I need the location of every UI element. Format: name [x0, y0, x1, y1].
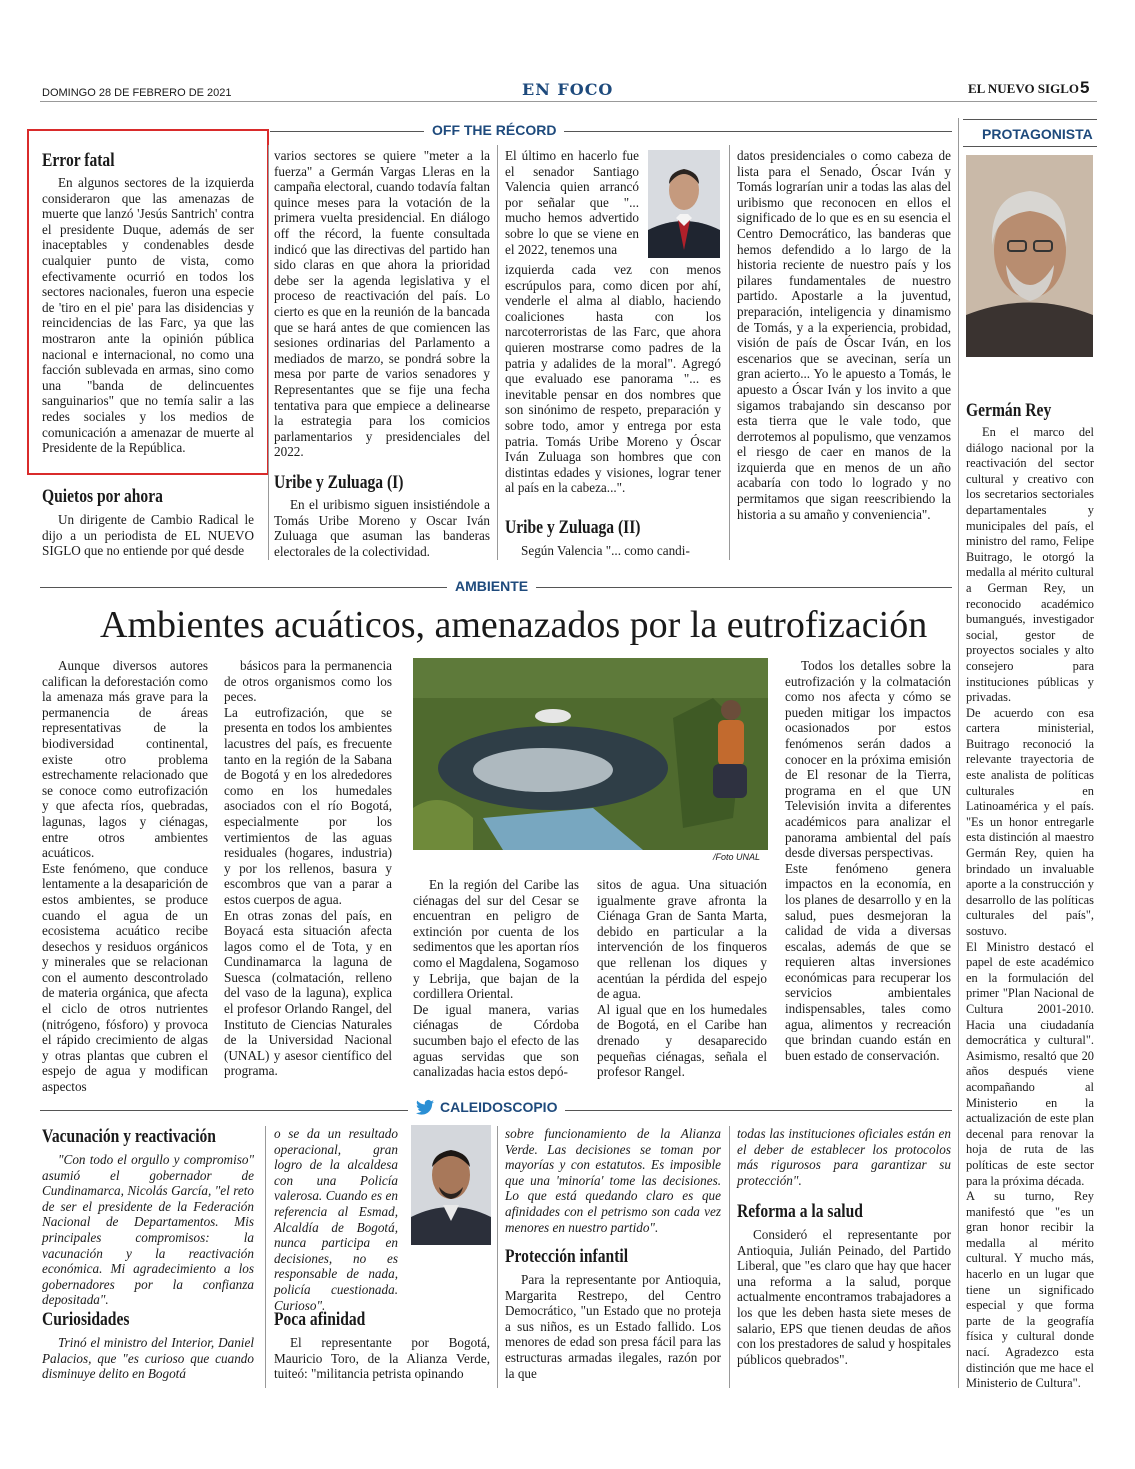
offrecord-col3-top: El último en hacerlo fue el senador Santiago Valencia quien arrancó por señalar que "... mucho hemos advertido sobre lo que se viene en el 2022, tenemos una	[505, 148, 639, 257]
ambiente-col5: Todos los detalles sobre la eutrofización y la colmatación como nos afecta y cómo se pueden mitigar los impactos ocasionados por estos fenómenos serán dados a conocer en la próxima emisión de El resonar de la Tierra, programa en el que UN Televisión invita a diferentes académicos para analizar el panorama ambiental del país desde diversas perspectivas. Este fenómeno genera impactos en la economía, en los planes de desarrollo y en la salud, pues desmejoran la calidad de vida a diversas escalas, además de que se requieren altas inversiones económicas para recuperar los servicios ambientales indispensables, tales como agua, alimentos y recreación que brindan cuando están en buen estado de conservación.	[785, 658, 951, 1063]
vacunacion-text: "Con todo el orgullo y compromiso" asumió el gobernador de Cundinamarca, Nicolás García, "el reto de ser el presidente de la Federación Nacional de Departamentos. Mis principales compromisos: la vacunación y la reactivación económica. Mi agradecimiento a los gobernadores por la confianza depositada".	[42, 1152, 254, 1308]
uribe1-text: En el uribismo siguen insistiéndole a Tomás Uribe Moreno y Oscar Iván Zuluaga que asuman las banderas electorales de la colectividad.	[274, 497, 490, 559]
ambiente-label: AMBIENTE	[447, 578, 536, 594]
error-fatal-text: En algunos sectores de la izquierda consideraron que las amenazas de muerte que lanzó 'Jesús Santrich' contra el presidente Duque, además de ser inaceptables y condenables desde cualquier punto de vista, como efectivamente ocurrió en todos los sectores nacionales, fueron una especie de 'tiro en el pie' para las disidencias y reincidencias de las Farc, ya que las mostraron ante la opinión pública nacional e internacional, no como una facción sublevada en armas, sino como una "banda de delincuentes sanguinarios" que no temía salir a las redes sociales y los medios de comunicación a amenazar de muerte al Presidente de la República.	[42, 175, 254, 456]
protagonista-label: PROTAGONISTA	[982, 126, 1093, 142]
ambiente-col4: sitos de agua. Una situación igualmente grave afronta la Ciénaga Gran de Santa Marta, debido en particular a la intervención de los finqueros que rellenan los diques y acentúan la pérdida del espejo de agua. Al igual que en los humedales de Bogotá, en el Caribe han drenado y desaparecido pequeñas ciénagas, señala el profesor Rangel.	[597, 877, 767, 1080]
caleido-col3-text: sobre funcionamiento de la Alianza Verde. Las decisiones se toman por mayorías y con estatutos. Es imposible que una 'minoría' tome las decisiones. Lo que está quedando claro es que afinidades con el petrismo son cada vez menores en nuestro partido".	[505, 1126, 721, 1235]
col-divider	[265, 1126, 266, 1388]
twitter-bird-icon	[416, 1100, 434, 1115]
header-section: EN FOCO	[522, 80, 614, 99]
curiosidades-title: Curiosidades	[42, 1309, 130, 1330]
caleido-col4-top: todas las instituciones oficiales están en el deber de establecer los protocolos más rigurosos para garantizar su protección".	[737, 1126, 951, 1188]
offrecord-rule	[270, 131, 952, 132]
offrecord-col4-text: datos presidenciales o como cabeza de lista para el Senado, Óscar Iván y Tomás lograrían unir a todas las alas del uribismo que reconocen en ellos el significado de lo que es en su esencia el Centro Democrático, las banderas que hemos defendido a lo largo de la historia reciente de nuestro país y los pilares fundamentales de nuestro partido. Apostarle a la juventud, preparación, inteligencia y dinamismo de Tomás, y a la experiencia, probidad, visión de país de Óscar Iván, en los escenarios que se avecinan, sería un gran acierto... Yo le apuesto a Tomás, le apuesto a Óscar Iván y los invito a que sigamos trabajando sin descanso por esta tierra que le vale todo, que derrotemos al populismo, que venzamos el riesgo de caer en manos de la izquierda que en menos de un año acabaría con todo lo logrado y no permitamos que sigan reescribiendo la historia a su amaño y conveniencia".	[737, 148, 951, 522]
protagonista-rule	[963, 119, 1097, 120]
col-divider	[268, 145, 269, 560]
header-date: DOMINGO 28 DE FEBRERO DE 2021	[42, 87, 232, 99]
poca-afinidad-title: Poca afinidad	[274, 1309, 366, 1330]
offrecord-col2-text: varios sectores se quiere "meter a la fuerza" a Germán Vargas Lleras en la campaña electoral, cuando todavía faltan quince meses para la votación de la primera vuelta presidencial. En diálogo off the récord, la fuente consultada indicó que las directivas del partido han sido claras en que ahora la prioridad debe ser la agenda legislativa y el proceso de reactivación del país. Lo cierto es que en la reunión de la bancada que se hará antes de que comiencen las sesiones ordinarias del Parlamento a mediados de marzo, se pondrá sobre la mesa por parte de varios senadores y Representantes que se fije una fecha tentativa para que empiece a delinearse la estrategia para los comicios parlamentarios y presidenciales del 2022.	[274, 148, 490, 460]
caleidoscopio-label: CALEIDOSCOPIO	[440, 1099, 558, 1115]
protagonista-text: En el marco del diálogo nacional por la reactivación del sector cultural y creativo con los secretarios sectoriales departamentales y municipales del país, el ministro del ramo, Felipe Buitrago, le otorgó la medalla al mérito cultural a German Rey, un reconocido académico bumangués, investigador social, gestor de proyectos sociales y alto consejero para instituciones públicas y privadas. De acuerdo con esa cartera ministerial, Buitrago reconoció la relevante trayectoria de este analista de políticas culturales en Latinoamérica y el país. "Es un honor entregarle esta distinción al maestro Germán Rey, quien ha brindado un invaluable aporte a la construcción y desarrollo de las políticas culturales del país", sostuvo. El Ministro destacó el papel de este académico en la formulación del primer "Plan Nacional de Cultura 2001-2010. Hacia una ciudadanía democrática y cultural". Asimismo, resaltó que 20 años después viene acompañando al Ministerio en la actualización de este plan decenal para renovar la hoja de ruta de las políticas de este sector para la próxima década. A su turno, Rey manifestó que "es un gran honor recibir la medalla al mérito cultural. Y mucho más, hacerlo en un lugar que tiene un significado especial y que forma parte de la geografía física y cultural donde nací. Agradezco esta distinción que me hace el Ministerio de Cultura".	[966, 425, 1094, 1391]
ambiente-headline: Ambientes acuáticos, amenazados por la eutrofización	[100, 604, 928, 646]
offrecord-label: OFF THE RÉCORD	[424, 122, 564, 138]
offrecord-col3-text: izquierda cada vez con menos escrúpulos para, como dicen por ahí, venderle el alma al diablo, haciendo coaliciones hasta con los narcoterroristas de las Farc, que ahora quieren mostrarse como padres de la patria y adalides de la moral". Agregó que evaluado ese panorama "... es inevitable pensar en dos nombres que son sinónimo de respeto, preparación y sobre todo, amor y entrega por esta patria. Tomás Uribe Moreno y Óscar Iván Zuluaga son hombres que con distintas edades y visiones, lograr tener al país en la cabeza...".	[505, 262, 721, 496]
vacunacion-title: Vacunación y reactivación	[42, 1126, 216, 1147]
portrait-illustration	[411, 1125, 491, 1245]
caleidoscopio-label-wrap	[408, 1099, 565, 1115]
curiosidades-text: Trinó el ministro del Interior, Daniel Palacios, que "es curioso que cuando disminuye delito en Bogotá	[42, 1335, 254, 1382]
protagonista-name: Germán Rey	[966, 400, 1052, 421]
protagonista-rule	[963, 146, 1097, 147]
wetland-illustration	[413, 658, 768, 850]
col-divider	[729, 145, 730, 560]
german-rey-photo	[966, 155, 1093, 357]
mauricio-toro-photo	[411, 1125, 491, 1245]
col-divider	[497, 1126, 498, 1388]
col-divider	[958, 118, 959, 1388]
col-divider	[497, 145, 498, 560]
uribe2-text: Según Valencia "... como candi-	[521, 543, 690, 558]
ambiente-col3: En la región del Caribe las ciénagas del sur del Cesar se encuentran en peligro de extinción por cuenta de los sedimentos que les aportan ríos como el Magdalena, Sogamoso y Lebrija, que bajan de la cordillera Oriental. De igual manera, varias ciénagas de Córdoba sucumben bajo el efecto de las aguas servidas que son canalizadas hacia estos depó-	[413, 877, 579, 1080]
header-paper-name: EL NUEVO SIGLO	[968, 81, 1079, 96]
santiago-valencia-photo	[648, 150, 720, 258]
poca-afinidad-text: El representante por Bogotá, Mauricio Toro, de la Alianza Verde, tuiteó: "militancia petrista opinando	[274, 1335, 490, 1382]
header-rule	[40, 101, 1097, 102]
error-fatal-title: Error fatal	[42, 150, 115, 171]
reforma-text: Consideró el representante por Antioquia, Julián Peinado, del Partido Liberal, que "es claro que hay que hacer una reforma a la salud, porque actualmente encontramos trabajadores a los que les deben hasta siete meses de salario, EPS que tienen deudas de años con los prestadores de salud y hospitales públicos quebrados".	[737, 1227, 951, 1367]
photo-credit: /Foto UNAL	[713, 852, 761, 862]
proteccion-text: Para la representante por Antioquia, Margarita Restrepo, del Centro Democrático, "un Estado que no proteja a sus niños, es un Estado fallido. Los menores de edad son presa fácil para las estructuras armadas ilegales, razón por la que	[505, 1272, 721, 1381]
caleido-col2-text: o se da un resultado operacional, gran logro de la alcaldesa con una Policía valerosa. Cuando es en referencia al Esmad, Alcaldía de Bogotá, nunca participa en decisiones, no es responsable de nada, policía cuestionada. Curioso".	[274, 1126, 398, 1313]
portrait-illustration	[648, 150, 720, 258]
uribe1-title: Uribe y Zuluaga (I)	[274, 472, 404, 493]
wetland-photo	[413, 658, 768, 850]
portrait-illustration	[966, 155, 1093, 357]
ambiente-col2: básicos para la permanencia de otros organismos como los peces. La eutrofización, que se presenta en todos los ambientes lacustres del país, es frecuente tanto en la región de la Sabana de Bogotá y en los alrededores como en los humedales asociados con el río Bogotá, especialmente por los vertimientos de las aguas residuales (hogares, industria) y por los rellenos, basura y escombros que van a parar a estos cuerpos de agua. En otras zonas del país, en Boyacá esta situación afecta lagos como el de Tota, y en Cundinamarca la laguna de Suesca (colmatación, relleno del vaso de la laguna), explica el profesor Orlando Rangel, del Instituto de Ciencias Naturales de la Universidad Nacional (UNAL) y asesor científico del programa.	[224, 658, 392, 1079]
ambiente-col1: Aunque diversos autores califican la deforestación como la amenaza más grave para la permanencia de áreas representativas de la biodiversidad continental, existe otro problema estrechamente relacionado que se conoce como eutrofización y que afecta ríos, quebradas, lagunas, lagos y ciénagas, entre otros ambientes acuáticos. Este fenómeno, que conduce lentamente a la desaparición de estos ambientes, se produce cuando el agua de un ecosistema acuático recibe desechos y residuos orgánicos y minerales que se relacionan con el aumento descontrolado de materia orgánica, que afecta el ciclo de otros nutrientes (nitrógeno, fósforo) y provoca el rápido crecimiento de algas y otras plantas que cubren el espejo de agua y modifican aspectos	[42, 658, 208, 1095]
col-divider	[729, 1126, 730, 1388]
reforma-title: Reforma a la salud	[737, 1201, 863, 1222]
quietos-title: Quietos por ahora	[42, 486, 163, 507]
proteccion-title: Protección infantil	[505, 1246, 629, 1267]
page-number: 5	[1080, 78, 1090, 97]
quietos-text: Un dirigente de Cambio Radical le dijo a un periodista de EL NUEVO SIGLO que no entiende por qué desde	[42, 512, 254, 559]
uribe2-title: Uribe y Zuluaga (II)	[505, 517, 641, 538]
